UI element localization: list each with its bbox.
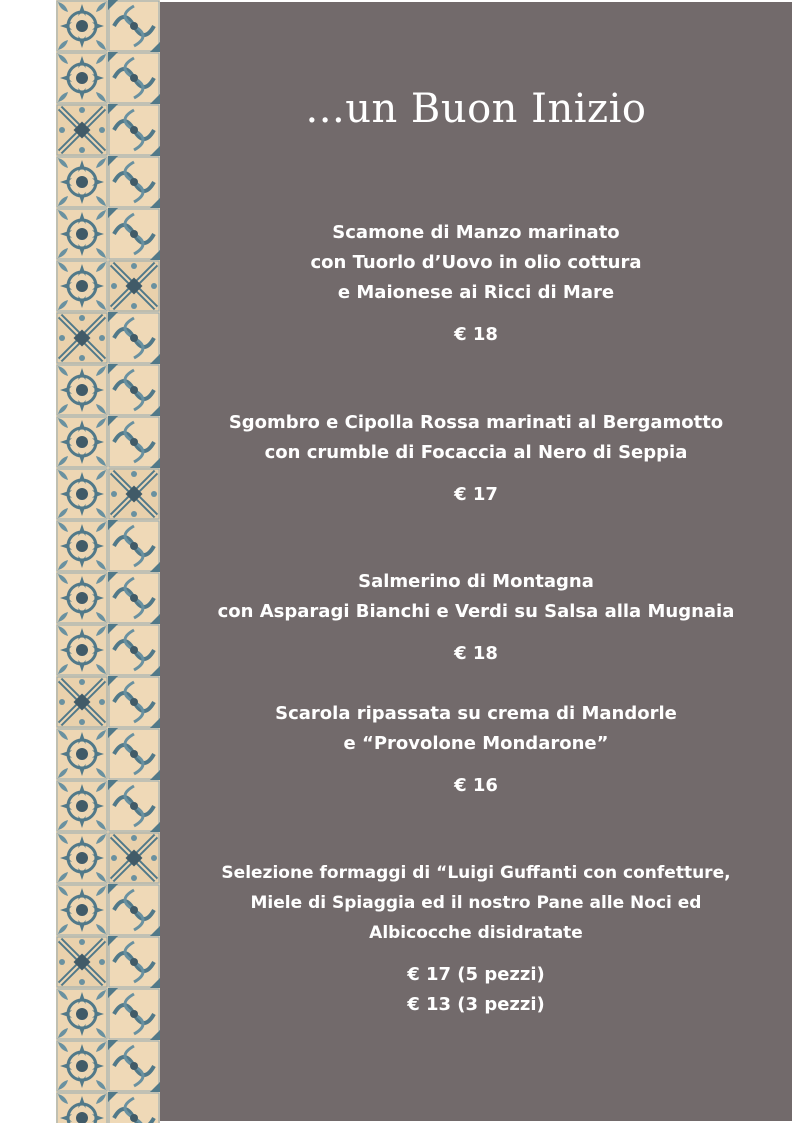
menu-item-description-line: Scarola ripassata su crema di Mandorle [275,703,677,724]
menu-item-description-line: con crumble di Focaccia al Nero di Seppia [264,442,688,463]
menu-item [160,699,792,801]
menu-item-description-line: Scamone di Manzo marinato [332,222,620,243]
menu-item-description-line: e “Provolone Mondarone” [343,733,609,754]
menu-panel [160,2,792,1121]
menu-item-price: € 17 (5 pezzi) [407,964,545,985]
menu-section-title: ...un Buon Inizio [305,86,647,132]
menu-item-price-alt: € 13 (3 pezzi) [407,994,545,1015]
menu-item-description-line: Salmerino di Montagna [358,571,594,592]
menu-item-price: € 17 [454,484,498,505]
menu-item-price: € 18 [454,324,498,345]
menu-item [160,218,792,350]
menu-item [160,567,792,669]
menu-item-description-line: con Tuorlo d’Uovo in olio cottura [310,252,642,273]
menu-item-description-line: Albicocche disidratate [369,923,583,943]
majolica-tile-strip-icon [56,0,160,1123]
menu-item-description-line: Sgombro e Cipolla Rossa marinati al Bergamotto [228,412,724,433]
menu-item-description-line: e Maionese ai Ricci di Mare [337,282,615,303]
menu-item-description-line: Selezione formaggi di “Luigi Guffanti con confetture, [221,863,731,883]
menu-item [160,858,792,1020]
menu-item [160,408,792,510]
menu-item-description-line: con Asparagi Bianchi e Verdi su Salsa alla Mugnaia [217,601,735,622]
menu-item-description-line: Miele di Spiaggia ed il nostro Pane alle Noci ed [250,893,702,913]
menu-item-price: € 18 [454,643,498,664]
menu-item-price: € 16 [454,775,498,796]
